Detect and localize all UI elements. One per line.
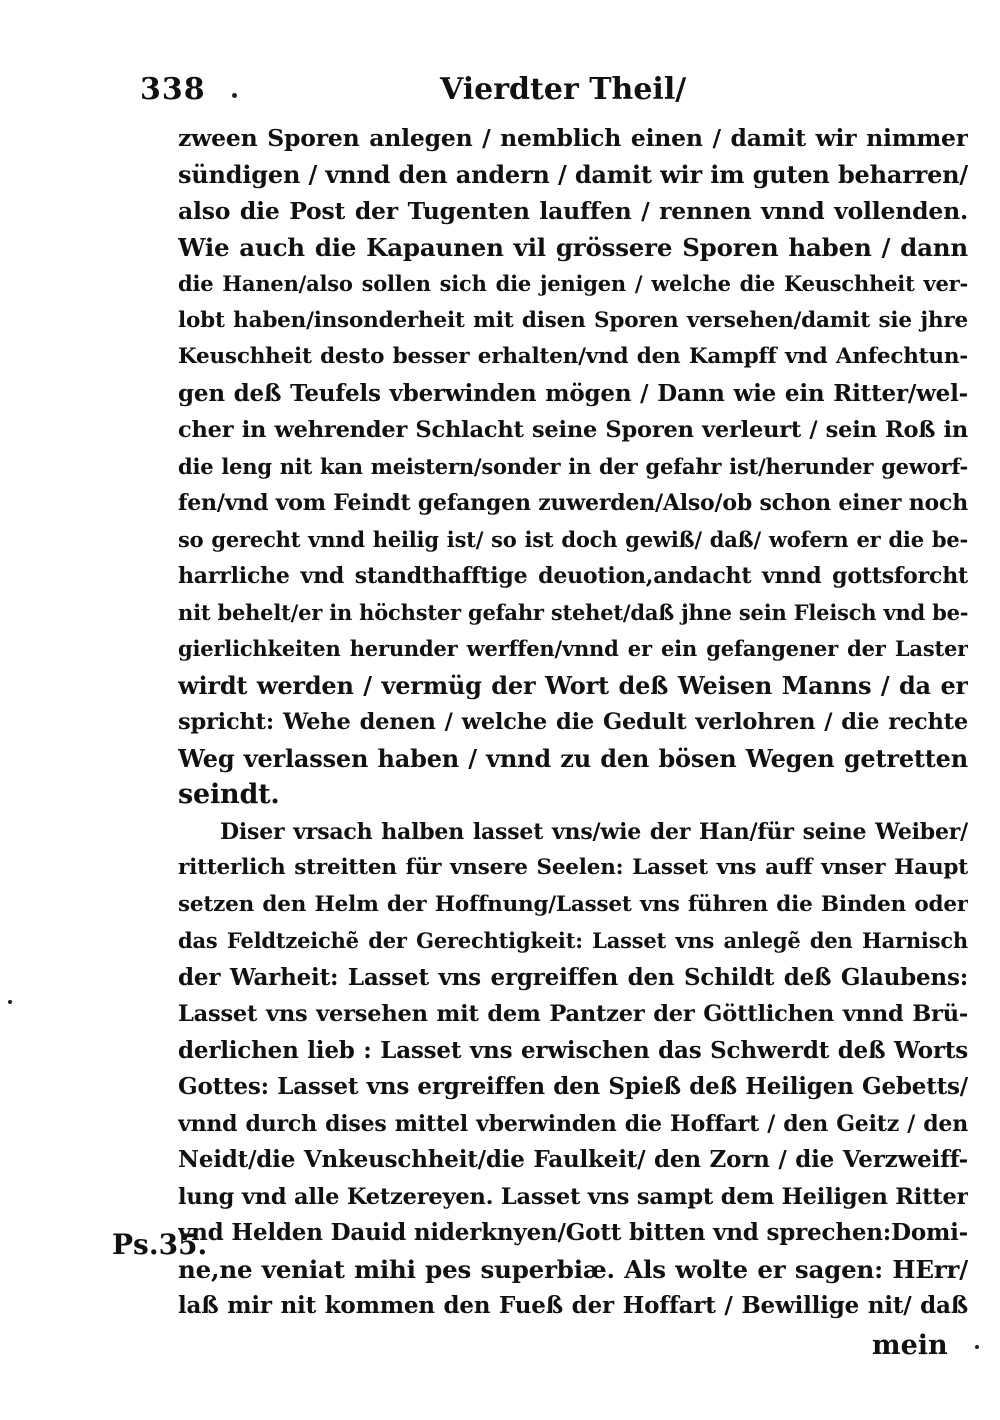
text-line: derlichen lieb : Lasset vns erwischen das Schwerdt deß Worts [178,1036,968,1064]
text-line: fen/vnd vom Feindt gefangen zuwerden/Also/ob schon einer noch [178,490,968,516]
catchword: mein [872,1330,948,1361]
text-line: Diser vrsach halben lasset vns/wie der Han/für seine Weiber/ [220,818,968,845]
text-line: so gerecht vnnd heilig ist/ so ist doch gewiß/ daß/ wofern er die be- [178,526,968,552]
text-line: ne,ne veniat mihi pes superbiæ. Als wolte er sagen: HErr/ [178,1254,968,1284]
ink-speck [232,93,237,98]
text-line: gierlichkeiten herunder werffen/vnnd er ein gefangener der Laster [178,636,968,661]
text-line: die leng nit kan meistern/sonder in der gefahr ist/herunder geworf- [178,453,968,479]
page-number: 338 [140,72,206,107]
text-line: gen deß Teufels vberwinden mögen / Dann wie ein Ritter/wel- [178,379,968,407]
text-line: wirdt werden / vermüg der Wort deß Weisen Manns / da er [178,670,968,700]
text-line: seindt. [178,779,280,810]
text-line: Keuschheit desto besser erhalten/vnd den Kampff vnd Anfechtun- [178,344,968,369]
text-line: Lasset vns versehen mit dem Pantzer der Göttlichen vnnd Brü- [178,1001,968,1027]
text-line: das Feldtzeichẽ der Gerechtigkeit: Lasset vns anlegẽ den Harnisch [178,928,968,953]
text-line: vnd Helden Dauid niderknyen/Gott bitten vnd sprechen:Domi- [178,1219,968,1246]
text-line: sündigen / vnnd den andern / damit wir im guten beharren/ [178,159,968,189]
body-text [178,120,968,1325]
text-line: lobt haben/insonderheit mit disen Sporen versehen/damit sie jhre [178,307,968,333]
text-line: cher in wehrender Schlacht seine Sporen verleurt / sein Roß in [178,417,968,443]
text-line: spricht: Wehe denen / welche die Gedult verlohren / die rechte [178,709,968,735]
ink-speck [975,1345,979,1349]
ink-speck [8,1000,12,1004]
text-line: lung vnd alle Ketzereyen. Lasset vns sampt dem Heiligen Ritter [178,1183,968,1210]
text-line: Weg verlassen haben / vnnd zu den bösen Wegen getretten [178,743,968,773]
text-line: vnnd durch dises mittel vberwinden die Hoffart / den Geitz / den [178,1110,968,1137]
text-line: nit behelt/er in höchster gefahr stehet/daß jhne sein Fleisch vnd be- [178,599,968,625]
text-line: die Hanen/also sollen sich die jenigen / welche die Keuschheit ver- [178,271,968,296]
text-line: laß mir nit kommen den Fueß der Hoffart / Bewillige nit/ daß [178,1292,968,1319]
page-header [140,72,960,116]
text-line: Gottes: Lasset vns ergreiffen den Spieß deß Heiligen Gebetts/ [178,1073,968,1100]
text-line: Wie auch die Kapaunen vil grössere Sporen haben / dann [178,232,968,262]
text-line: Neidt/die Vnkeuschheit/die Faulkeit/ den Zorn / die Verzweiff- [178,1146,968,1173]
text-line: setzen den Helm der Hoffnung/Lasset vns führen die Binden oder [178,891,968,917]
text-line: also die Post der Tugenten lauffen / rennen vnnd vollenden. [178,197,968,225]
margin-note: Ps.35. [112,1228,208,1261]
running-head: Vierdter Theil/ [440,72,687,107]
text-line: ritterlich streitten für vnsere Seelen: Lasset vns auff vnser Haupt [178,855,968,880]
text-line: harrliche vnd standthafftige deuotion,andacht vnnd gottsforcht [178,563,968,589]
text-line: der Warheit: Lasset vns ergreiffen den Schildt deß Glaubens: [178,963,968,991]
text-line: zween Sporen anlegen / nemblich einen / damit wir nimmer [178,124,968,152]
